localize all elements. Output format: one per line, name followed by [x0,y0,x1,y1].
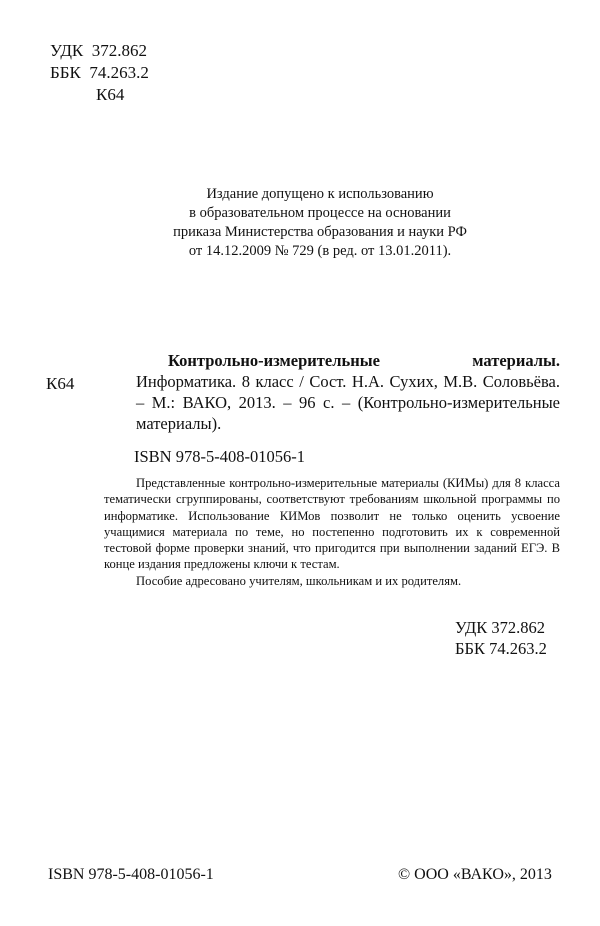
approval-line: от 14.12.2009 № 729 (в ред. от 13.01.2011). [188,243,452,259]
bbk-code: ББК 74.263.2 [50,63,149,82]
isbn-record: ISBN 978-5-408-01056-1 [134,447,305,466]
bib-details: Информатика. 8 класс / Сост. Н.А. Сухих, М.В. Соловьёва. – М.: ВАКО, 2013. – 96 с. – (Контрольно-измерительные материалы). [136,372,560,433]
classification-codes-top [50,40,149,106]
footer-copyright: © ООО «ВАКО», 2013 [398,866,552,883]
author-mark: К64 [96,85,125,104]
abstract-paragraph: Представленные контрольно-измерительные материалы (КИМы) для 8 класса тематически сгруппированы, соответствуют требованиям школьной программы по информатике. Использование КИМов позволит не только оценить усвоение учащимися материала по теме, но постепенно подготовить их к современной тестовой форме проверки знаний, что пригодится при выполнении заданий ЕГЭ. В конце издания предложены ключи к тестам. [104,476,560,572]
classification-codes-right [455,617,547,659]
audience-paragraph: Пособие адресовано учителям, школьникам и их родителям. [136,573,462,588]
bib-author-mark: К64 [46,374,75,393]
bib-title: Контрольно-измерительные материалы. [168,351,560,370]
approval-line: Издание допущено к использованию [206,186,434,202]
approval-line: приказа Министерства образования и науки РФ [173,224,467,240]
bib-description [136,350,560,434]
approval-line: в образовательном процессе на основании [189,205,451,221]
bbk-code-right: ББК 74.263.2 [455,639,547,658]
bibliographic-record [136,350,560,434]
udk-code-right: УДК 372.862 [455,618,546,637]
abstract [104,475,560,589]
approval-notice [100,185,540,261]
udk-code: УДК 372.862 [50,41,148,60]
footer-isbn: ISBN 978-5-408-01056-1 [48,866,214,883]
